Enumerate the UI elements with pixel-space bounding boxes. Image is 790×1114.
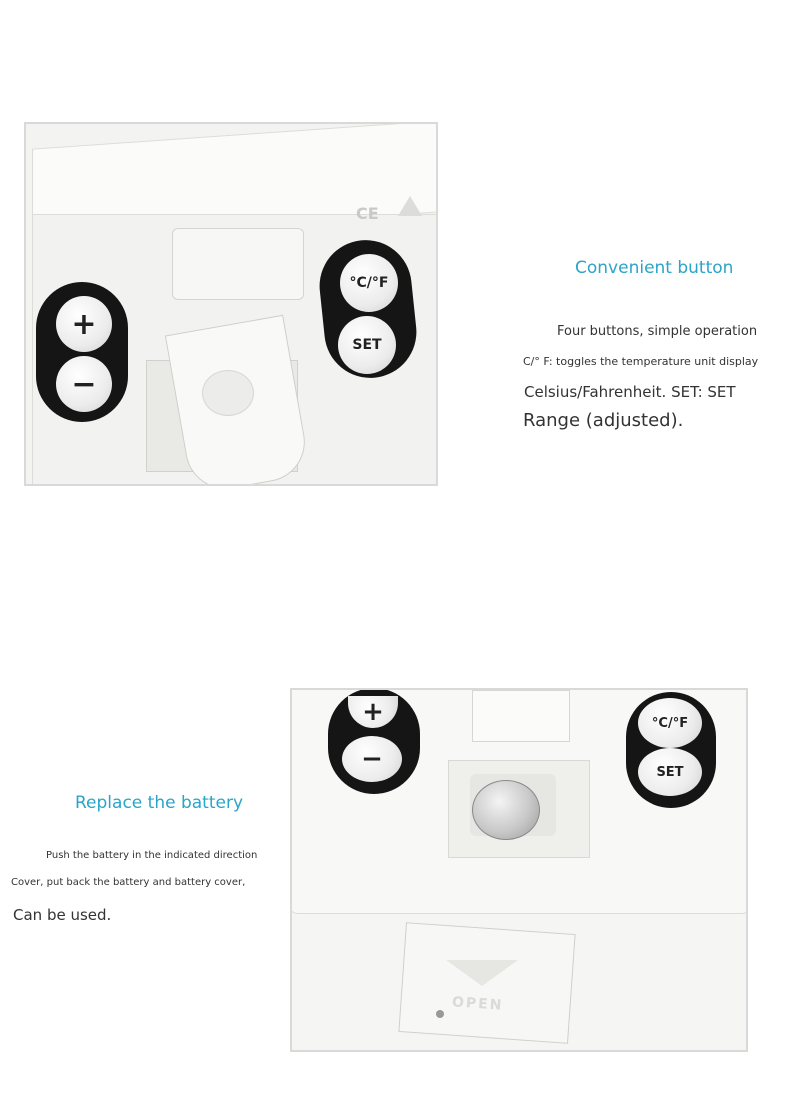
plus-button[interactable]: + (56, 296, 112, 352)
cover-screw-hole (436, 1010, 444, 1018)
minus-button-back[interactable]: − (342, 736, 402, 782)
coin-battery (472, 780, 540, 840)
hinge-tab (472, 690, 570, 742)
unit-toggle-button[interactable]: °C/°F (340, 254, 398, 312)
plus-button-back[interactable]: + (348, 696, 398, 728)
set-button-back[interactable]: SET (638, 748, 702, 796)
section1-line-2: C/° F: toggles the temperature unit display (523, 355, 759, 368)
unit-toggle-button-back[interactable]: °C/°F (638, 698, 702, 748)
section1-line-1: Four buttons, simple operation (557, 324, 758, 339)
minus-button[interactable]: − (56, 356, 112, 412)
product-photo-buttons (24, 122, 438, 486)
section1-line-3: Celsius/Fahrenheit. SET: SET (524, 383, 736, 401)
arrow-down-icon (446, 960, 518, 986)
recycle-icon (398, 196, 422, 216)
set-button[interactable]: SET (338, 316, 396, 374)
ce-mark: CE (356, 204, 379, 223)
section1-title: Convenient button (575, 258, 734, 278)
section2-line-1: Push the battery in the indicated direction (46, 850, 258, 861)
cover-open-label: OPEN (451, 994, 504, 1014)
section2-title: Replace the battery (75, 793, 243, 813)
stand-hinge (172, 228, 304, 300)
section2-line-3: Can be used. (13, 906, 112, 924)
section1-line-4: Range (adjusted). (523, 410, 684, 431)
kickstand-grip (202, 370, 254, 416)
product-photo-battery (290, 688, 748, 1052)
section2-line-2: Cover, put back the battery and battery cover, (11, 877, 246, 888)
